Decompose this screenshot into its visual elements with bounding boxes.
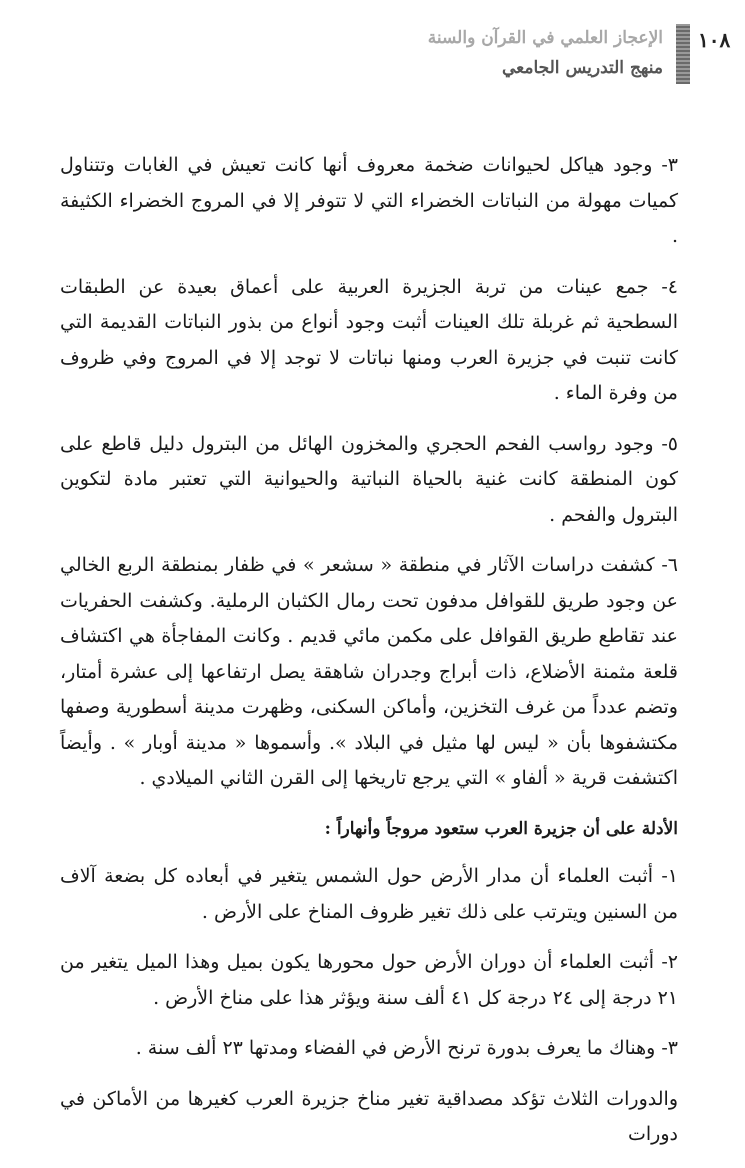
chapter-title: منهج التدريس الجامعي — [502, 58, 663, 78]
paragraph-evidence-3: ٣- وجود هياكل لحيوانات ضخمة معروف أنها كانت تعيش في الغابات وتتناول كميات مهولة من النباتات الخضراء التي لا تتوفر إلا في المروج الخضراء الكثيفة . — [60, 154, 678, 247]
paragraph-evidence-4: ٤- جمع عينات من تربة الجزيرة العربية على أعماق بعيدة عن الطبقات السطحية ثم غربلة تلك العينات أثبت وجود أنواع من بذور النباتات القديمة التي كانت تنبت في جزيرة العرب ومنها نباتات لا توجد إلا في المروج وفي ظروف من وفرة الماء . — [60, 275, 678, 404]
page-number: ١٠٨ — [698, 28, 731, 52]
paragraph-proof-1: ١- أثبت العلماء أن مدار الأرض حول الشمس يتغير في أبعاده كل بضعة آلاف من السنين ويترتب على ذلك تغير ظروف المناخ على الأرض . — [60, 865, 678, 923]
paragraph-proof-3: ٣- وهناك ما يعرف بدورة ترنح الأرض في الفضاء ومدتها ٢٣ ألف سنة . — [135, 1037, 678, 1059]
section-heading: الأدلة على أن جزيرة العرب ستعود مروجاً وأنهاراً : — [324, 818, 678, 839]
paragraph-evidence-5: ٥- وجود رواسب الفحم الحجري والمخزون الهائل من البترول دليل قاطع على كون المنطقة كانت غنية بالحياة النباتية والحيوانية التي تعتبر مادة لتكوين البترول والفحم . — [60, 432, 678, 526]
paragraph-conclusion: والدورات الثلاث تؤكد مصداقية تغير مناخ جزيرة العرب كغيرها من الأماكن في دورات — [60, 1087, 678, 1145]
header-bar-ornament — [676, 24, 690, 84]
book-title: الإعجاز العلمي في القرآن والسنة — [427, 28, 663, 48]
page-header — [0, 22, 745, 92]
paragraph-proof-2: ٢- أثبت العلماء أن دوران الأرض حول محورها يكون بميل وهذا الميل يتغير من ٢١ درجة إلى ٢٤ درجة كل ٤١ ألف سنة ويؤثر هذا على مناخ الأرض . — [60, 951, 678, 1009]
paragraph-evidence-6: ٦- كشفت دراسات الآثار في منطقة « سشعر » في ظفار بمنطقة الربع الخالي عن وجود طريق للقوافل مدفون تحت رمال الكثبان الرملية. وكشفت الحفريات عند تقاطع طريق القوافل على مكمن مائي قديم . وكانت المفاجأة هي اكتشاف قلعة مثمنة الأضلاع، ذات أبراج وجدران شاهقة يصل ارتفاعها إلى عشرة أمتار، وتضم عدداً من غرف التخزين، وأماكن السكنى، وظهرت مدينة أسطورية وصفها مكتشفوها بأن « ليس لها مثيل في البلاد ». وأسموها « مدينة أوبار » . وأيضاً اكتشفت قرية « ألفاو » التي يرجع تاريخها إلى القرن الثاني الميلادي . — [60, 554, 678, 789]
page-body — [60, 148, 678, 1168]
